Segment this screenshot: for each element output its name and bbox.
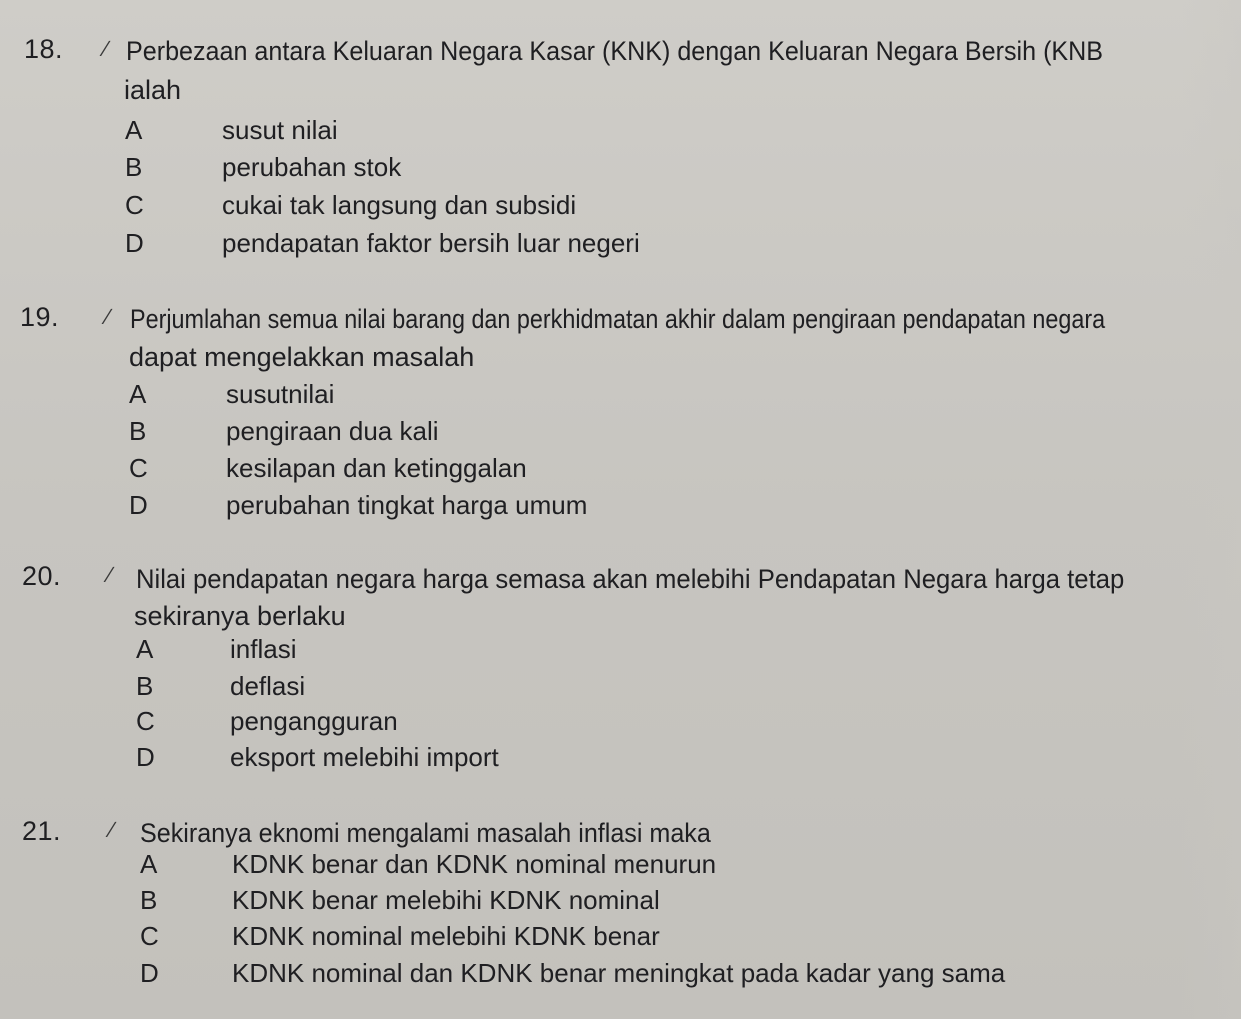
tick-mark-icon: ∕ <box>104 36 108 61</box>
option-letter: C <box>125 190 144 220</box>
option-d-text: perubahan tingkat harga umum <box>226 490 588 520</box>
option-a-text: susutnilai <box>226 379 335 409</box>
question-number: 21. <box>22 816 62 846</box>
option-letter: D <box>125 228 144 258</box>
option-c-text: KDNK nominal melebihi KDNK benar <box>232 921 660 951</box>
tick-mark-icon: ∕ <box>106 304 110 329</box>
option-letter: C <box>129 453 148 483</box>
question-text-line1: Nilai pendapatan negara harga semasa akan melebihi Pendapatan Negara harga tetap <box>136 564 1125 594</box>
tick-mark-icon: ∕ <box>108 562 112 587</box>
question-text-line2: ialah <box>124 75 182 105</box>
question-text-line2: sekiranya berlaku <box>134 601 346 631</box>
option-b-text: KDNK benar melebihi KDNK nominal <box>232 885 660 915</box>
option-a-text: susut nilai <box>222 115 338 145</box>
option-letter: B <box>125 152 143 182</box>
option-letter: B <box>140 885 158 915</box>
option-letter: C <box>140 921 159 951</box>
option-c-text: cukai tak langsung dan subsidi <box>222 190 577 220</box>
option-a-text: KDNK benar dan KDNK nominal menurun <box>232 849 717 879</box>
question-number: 19. <box>20 302 60 332</box>
question-number: 18. <box>24 34 64 64</box>
option-d-text: eksport melebihi import <box>230 742 499 772</box>
option-letter: C <box>136 706 155 736</box>
option-d-text: KDNK nominal dan KDNK benar meningkat pada kadar yang sama <box>232 958 1006 988</box>
question-text-line2: dapat mengelakkan masalah <box>129 342 475 372</box>
question-text-line1: Perjumlahan semua nilai barang dan perkhidmatan akhir dalam pengiraan pendapatan negara <box>130 304 1106 334</box>
option-letter: B <box>129 416 147 446</box>
option-letter: B <box>136 671 154 701</box>
option-b-text: deflasi <box>230 671 306 701</box>
option-letter: D <box>136 742 155 772</box>
question-number: 20. <box>22 561 62 591</box>
question-text-line1: Sekiranya eknomi mengalami masalah inflasi maka <box>140 818 711 848</box>
option-b-text: perubahan stok <box>222 152 402 182</box>
option-c-text: pengangguran <box>230 706 398 736</box>
option-d-text: pendapatan faktor bersih luar negeri <box>222 228 640 258</box>
option-letter: D <box>140 958 159 988</box>
option-letter: D <box>129 490 148 520</box>
option-letter: A <box>125 115 143 145</box>
option-letter: A <box>129 379 147 409</box>
question-text-line1: Perbezaan antara Keluaran Negara Kasar (KNK) dengan Keluaran Negara Bersih (KNB <box>126 36 1104 66</box>
option-b-text: pengiraan dua kali <box>226 416 439 446</box>
tick-mark-icon: ∕ <box>110 817 114 842</box>
option-letter: A <box>136 634 154 664</box>
option-a-text: inflasi <box>230 634 297 664</box>
option-c-text: kesilapan dan ketinggalan <box>226 453 527 483</box>
option-letter: A <box>140 849 158 879</box>
page-edge-shadow <box>1181 0 1241 1019</box>
